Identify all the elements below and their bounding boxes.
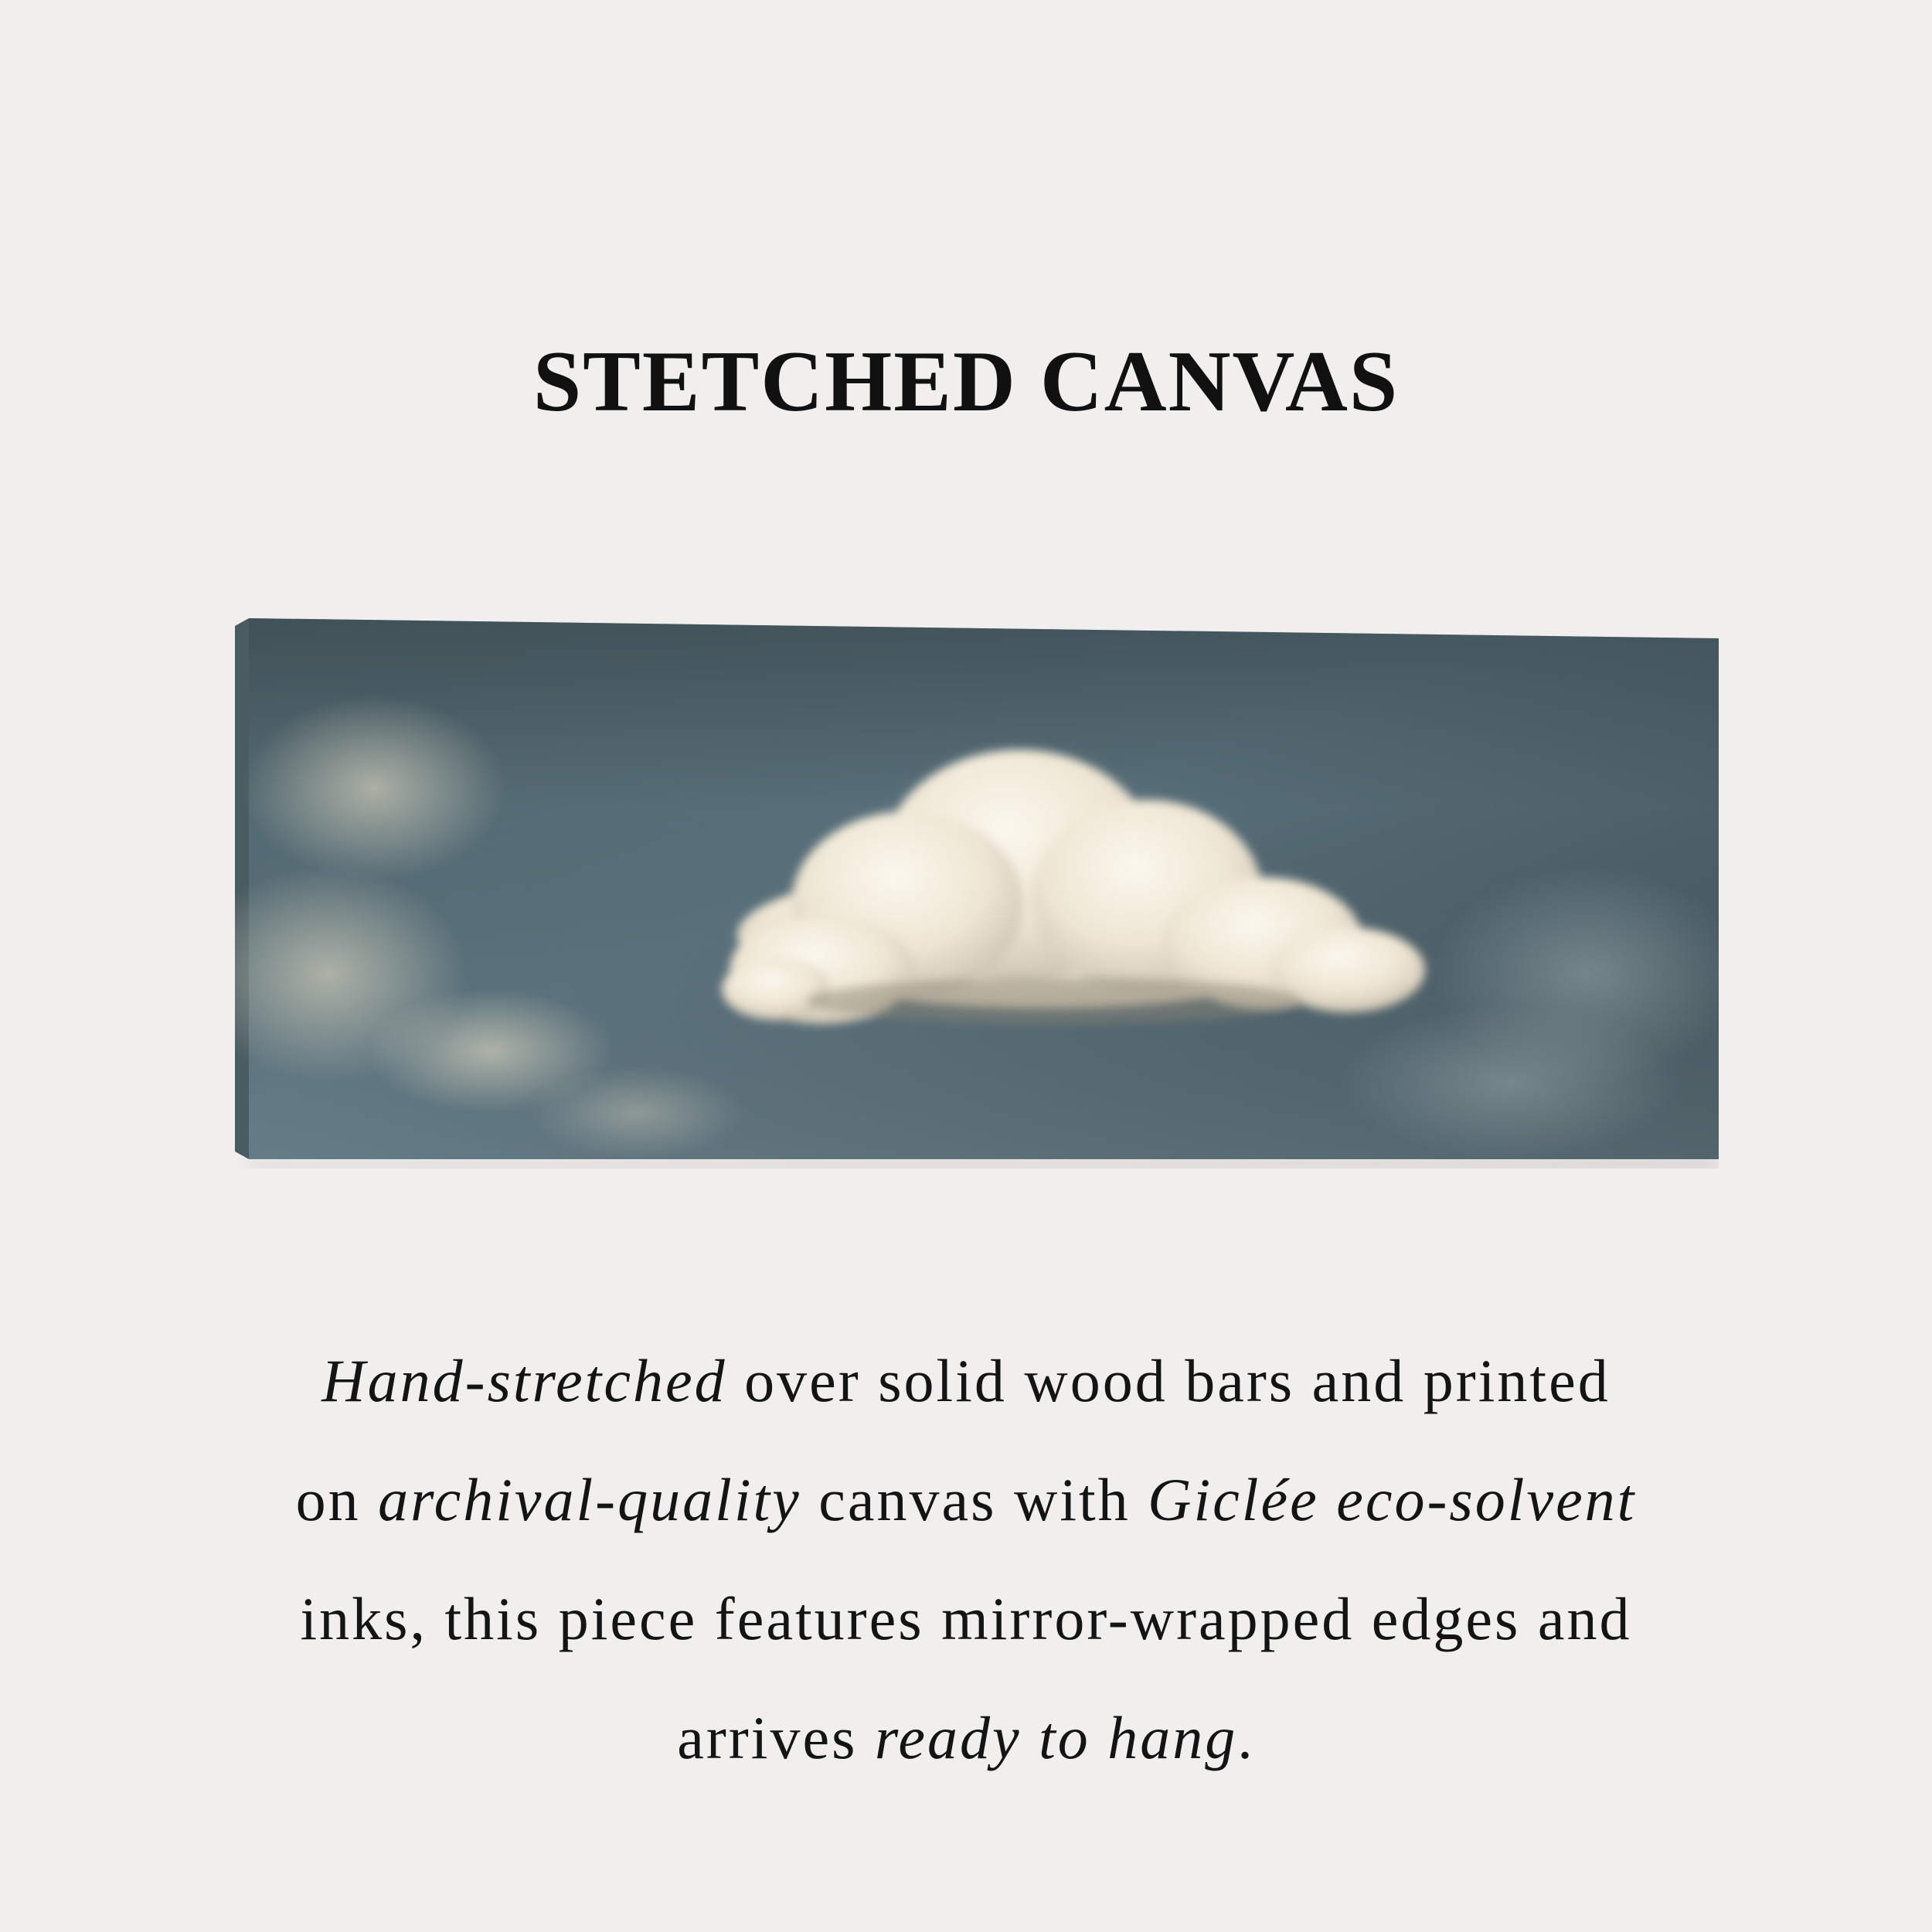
page-title: STETCHED CANVAS [532, 334, 1400, 430]
description-text: on [295, 1466, 379, 1533]
description-text: inks, this piece features mirror-wrapped edges and [300, 1585, 1632, 1652]
description-text: canvas with [801, 1466, 1148, 1533]
description-emphasis: ready to hang [874, 1704, 1238, 1771]
canvas-artwork [235, 618, 1719, 1168]
description-line [139, 1560, 1793, 1679]
description-line [139, 1321, 1793, 1440]
cloud-painting-image [235, 618, 1719, 1168]
description-text: arrives [677, 1704, 875, 1771]
description-emphasis: Giclée eco-solvent [1148, 1466, 1637, 1533]
description-emphasis: Hand-stretched [321, 1347, 727, 1414]
description-line [139, 1679, 1793, 1798]
description-text: . [1237, 1704, 1255, 1771]
description-emphasis: archival-quality [378, 1466, 801, 1533]
description-line [139, 1440, 1793, 1560]
description-text: over solid wood bars and printed [726, 1347, 1611, 1414]
product-description [139, 1321, 1793, 1798]
